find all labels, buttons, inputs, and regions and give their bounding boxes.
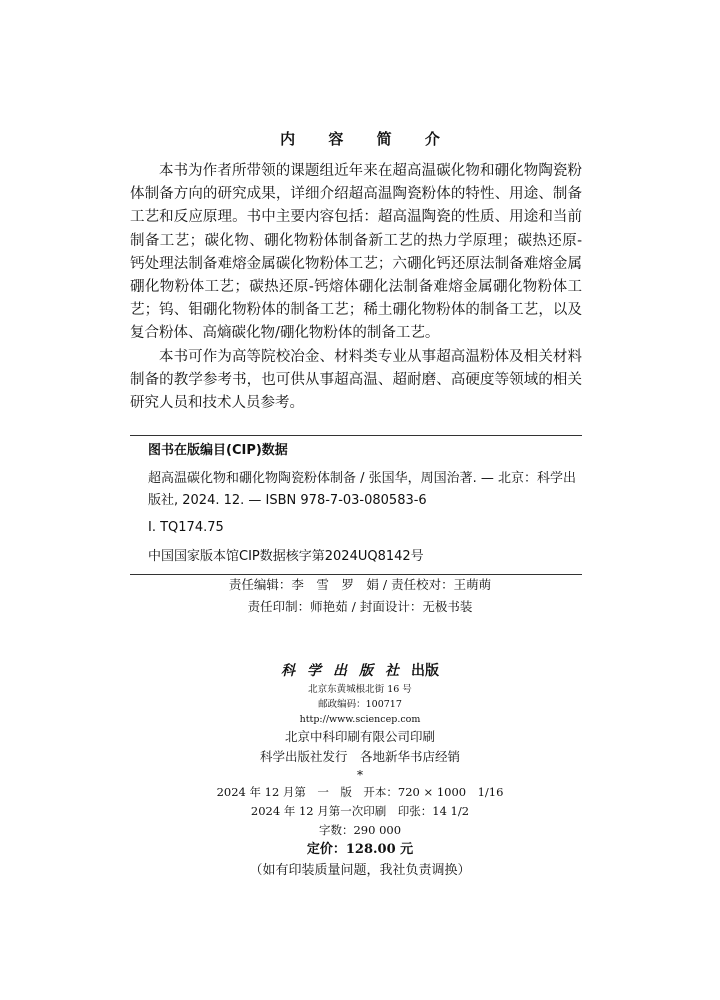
printing-line: 2024 年 12 月第一次印刷 印张：14 1/2 (250, 804, 470, 818)
cip-block (130, 435, 582, 575)
publisher-info (0, 660, 720, 882)
publisher-address: 北京东黄城根北街 16 号 (308, 684, 412, 695)
publisher-name (0, 660, 720, 682)
credits-editors: 责任编辑：李 雪 罗 娟 / 责任校对：王萌萌 (228, 577, 492, 592)
publisher-website: http://www.sciencep.com (299, 714, 421, 725)
intro-paragraph-2: 本书可作为高等院校冶金、材料类专业从事超高温粉体及相关材料制备的教学参考书，也可供从事超高温、超耐磨、高硬度等领域的相关研究人员和技术人员参考。 (130, 348, 582, 412)
separator-star: * (357, 768, 363, 782)
cip-entry: 超高温碳化物和硼化物陶瓷粉体制备 / 张国华，周国治著. — 北京：科学出版社, 2024. 12. — ISBN 978-7-03-080583-6 (148, 471, 577, 508)
word-count: 字数：290 000 (318, 823, 402, 837)
intro-title: 内 容 简 介 (280, 130, 454, 148)
cip-number: 中国国家版本馆CIP数据核字第2024UQ8142号 (148, 549, 424, 564)
publisher-postcode: 邮政编码：100717 (318, 699, 402, 710)
credits-production: 责任印制：师艳茹 / 封面设计：无极书装 (247, 599, 473, 614)
price: 定价：128.00 元 (306, 842, 414, 857)
publisher-logotype: 科学出版社 (281, 663, 411, 679)
cip-classification: Ⅰ. TQ174.75 (148, 520, 224, 535)
edition-line: 2024 年 12 月第 一 版 开本：720 × 1000 1/16 (216, 785, 504, 799)
cip-title: 图书在版编目(CIP)数据 (148, 443, 288, 458)
quality-note: （如有印装质量问题，我社负责调换） (249, 863, 471, 878)
printer-line: 北京中科印刷有限公司印刷 (284, 729, 435, 744)
publisher-name-suffix: 出版 (411, 663, 439, 679)
credits (0, 574, 720, 618)
intro-paragraph-1: 本书为作者所带领的课题组近年来在超高温碳化物和硼化物陶瓷粉体制备方向的研究成果，详细介绍超高温陶瓷粉体的特性、用途、制备工艺和反应原理。书中主要内容包括：超高温陶瓷的性质、用途和当前制备工艺；碳化物、硼化物粉体制备新工艺的热力学原理；碳热还原-钙处理法制备难熔金属碳化物粉体工艺；六硼化钙还原法制备难熔金属硼化物粉体工艺；碳热还原-钙熔体硼化法制备难熔金属硼化物粉体工艺；钨、钼硼化物粉体的制备工艺；稀土硼化物粉体的制备工艺，以及复合粉体、高熵碳化物/硼化物粉体的制备工艺。 (130, 163, 582, 342)
intro-text (130, 160, 582, 415)
distribution-line: 科学出版社发行 各地新华书店经销 (259, 749, 460, 764)
